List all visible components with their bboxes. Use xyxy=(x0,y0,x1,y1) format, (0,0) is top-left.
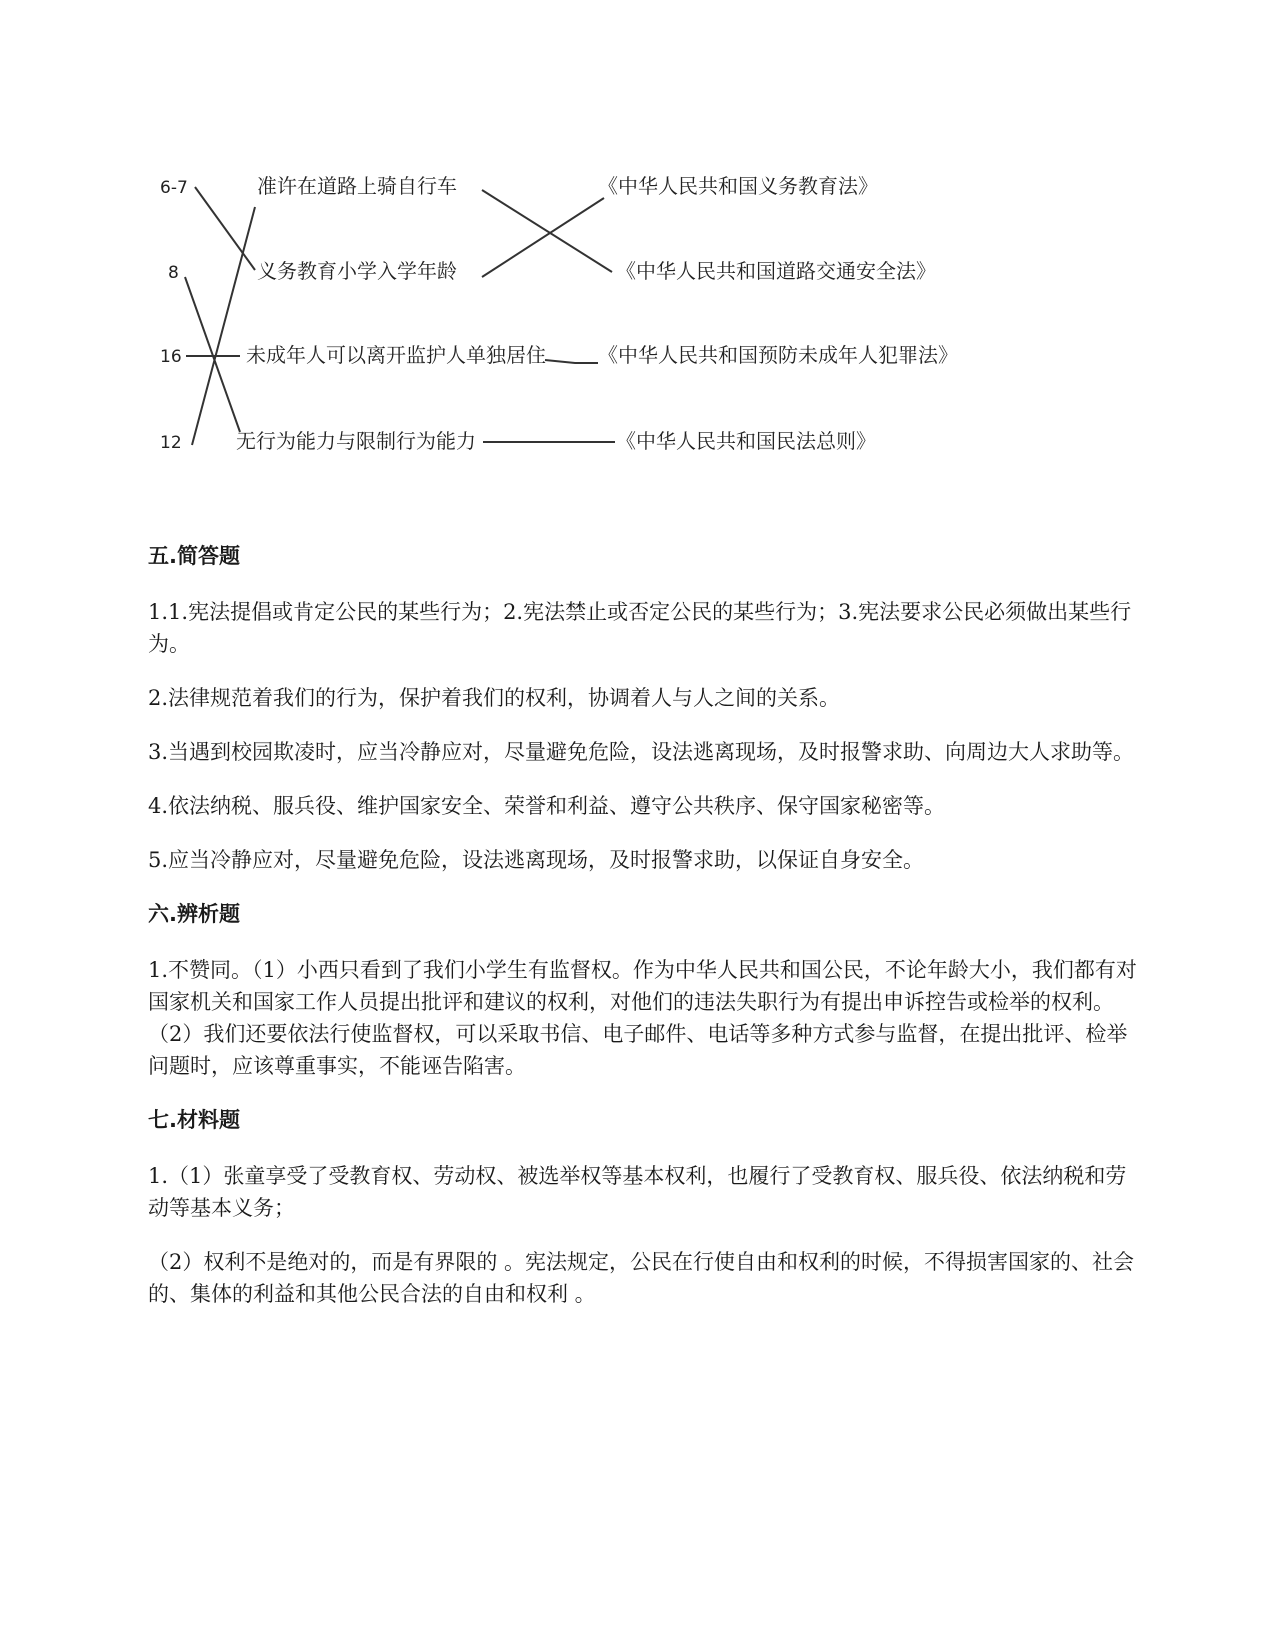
matching-lines xyxy=(0,0,1275,500)
section-material xyxy=(148,1104,1138,1310)
section-short-answer xyxy=(148,540,1138,876)
age-label: 8 xyxy=(168,263,179,283)
link-line xyxy=(482,198,604,277)
answer-paragraph: 1.（1）张童享受了受教育权、劳动权、被选举权等基本权利，也履行了受教育权、服兵役、依法纳税和劳动等基本义务； xyxy=(148,1164,1127,1220)
answer-paragraph: 1.1.宪法提倡或肯定公民的某些行为；2.宪法禁止或否定公民的某些行为；3.宪法要求公民必须做出某些行为。 xyxy=(148,600,1132,656)
section-heading: 七.材料题 xyxy=(148,1108,240,1132)
answer-paragraph: 5.应当冷静应对，尽量避免危险，设法逃离现场，及时报警求助，以保证自身安全。 xyxy=(148,848,925,872)
answer-content xyxy=(148,540,1138,1332)
law-label: 《中华人民共和国预防未成年人犯罪法》 xyxy=(598,343,958,367)
link-line xyxy=(482,190,612,272)
item-label: 义务教育小学入学年龄 xyxy=(257,259,457,283)
section-heading: 五.简答题 xyxy=(148,544,240,568)
matching-diagram xyxy=(0,0,1275,500)
section-analysis xyxy=(148,898,1138,1082)
item-label: 未成年人可以离开监护人单独居住 xyxy=(246,343,546,367)
law-label: 《中华人民共和国义务教育法》 xyxy=(598,174,878,198)
item-label: 准许在道路上骑自行车 xyxy=(257,174,457,198)
link-line xyxy=(545,360,598,363)
law-label: 《中华人民共和国道路交通安全法》 xyxy=(616,259,936,283)
item-label: 无行为能力与限制行为能力 xyxy=(236,429,476,453)
age-label: 16 xyxy=(160,347,182,367)
answer-paragraph: 1.不赞同。（1）小西只看到了我们小学生有监督权。作为中华人民共和国公民，不论年龄大小，我们都有对国家机关和国家工作人员提出批评和建议的权利，对他们的违法失职行为有提出申诉控告或检举的权利。（2）我们还要依法行使监督权，可以采取书信、电子邮件、电话等多种方式参与监督，在提出批评、检举问题时，应该尊重事实，不能诬告陷害。 xyxy=(148,958,1137,1078)
answer-paragraph: 4.依法纳税、服兵役、维护国家安全、荣誉和利益、遵守公共秩序、保守国家秘密等。 xyxy=(148,794,946,818)
answer-paragraph: 3.当遇到校园欺凌时，应当冷静应对，尽量避免危险，设法逃离现场，及时报警求助、向周边大人求助等。 xyxy=(148,740,1135,764)
answer-paragraph: （2）权利不是绝对的，而是有界限的 。宪法规定，公民在行使自由和权利的时候，不得损害国家的、社会的、集体的利益和其他公民合法的自由和权利 。 xyxy=(148,1250,1135,1306)
link-line xyxy=(195,187,255,270)
age-label: 12 xyxy=(160,433,182,453)
section-heading: 六.辨析题 xyxy=(148,902,240,926)
answer-paragraph: 2.法律规范着我们的行为，保护着我们的权利，协调着人与人之间的关系。 xyxy=(148,686,841,710)
link-line xyxy=(185,277,240,432)
age-label: 6-7 xyxy=(160,178,188,198)
law-label: 《中华人民共和国民法总则》 xyxy=(616,429,876,453)
